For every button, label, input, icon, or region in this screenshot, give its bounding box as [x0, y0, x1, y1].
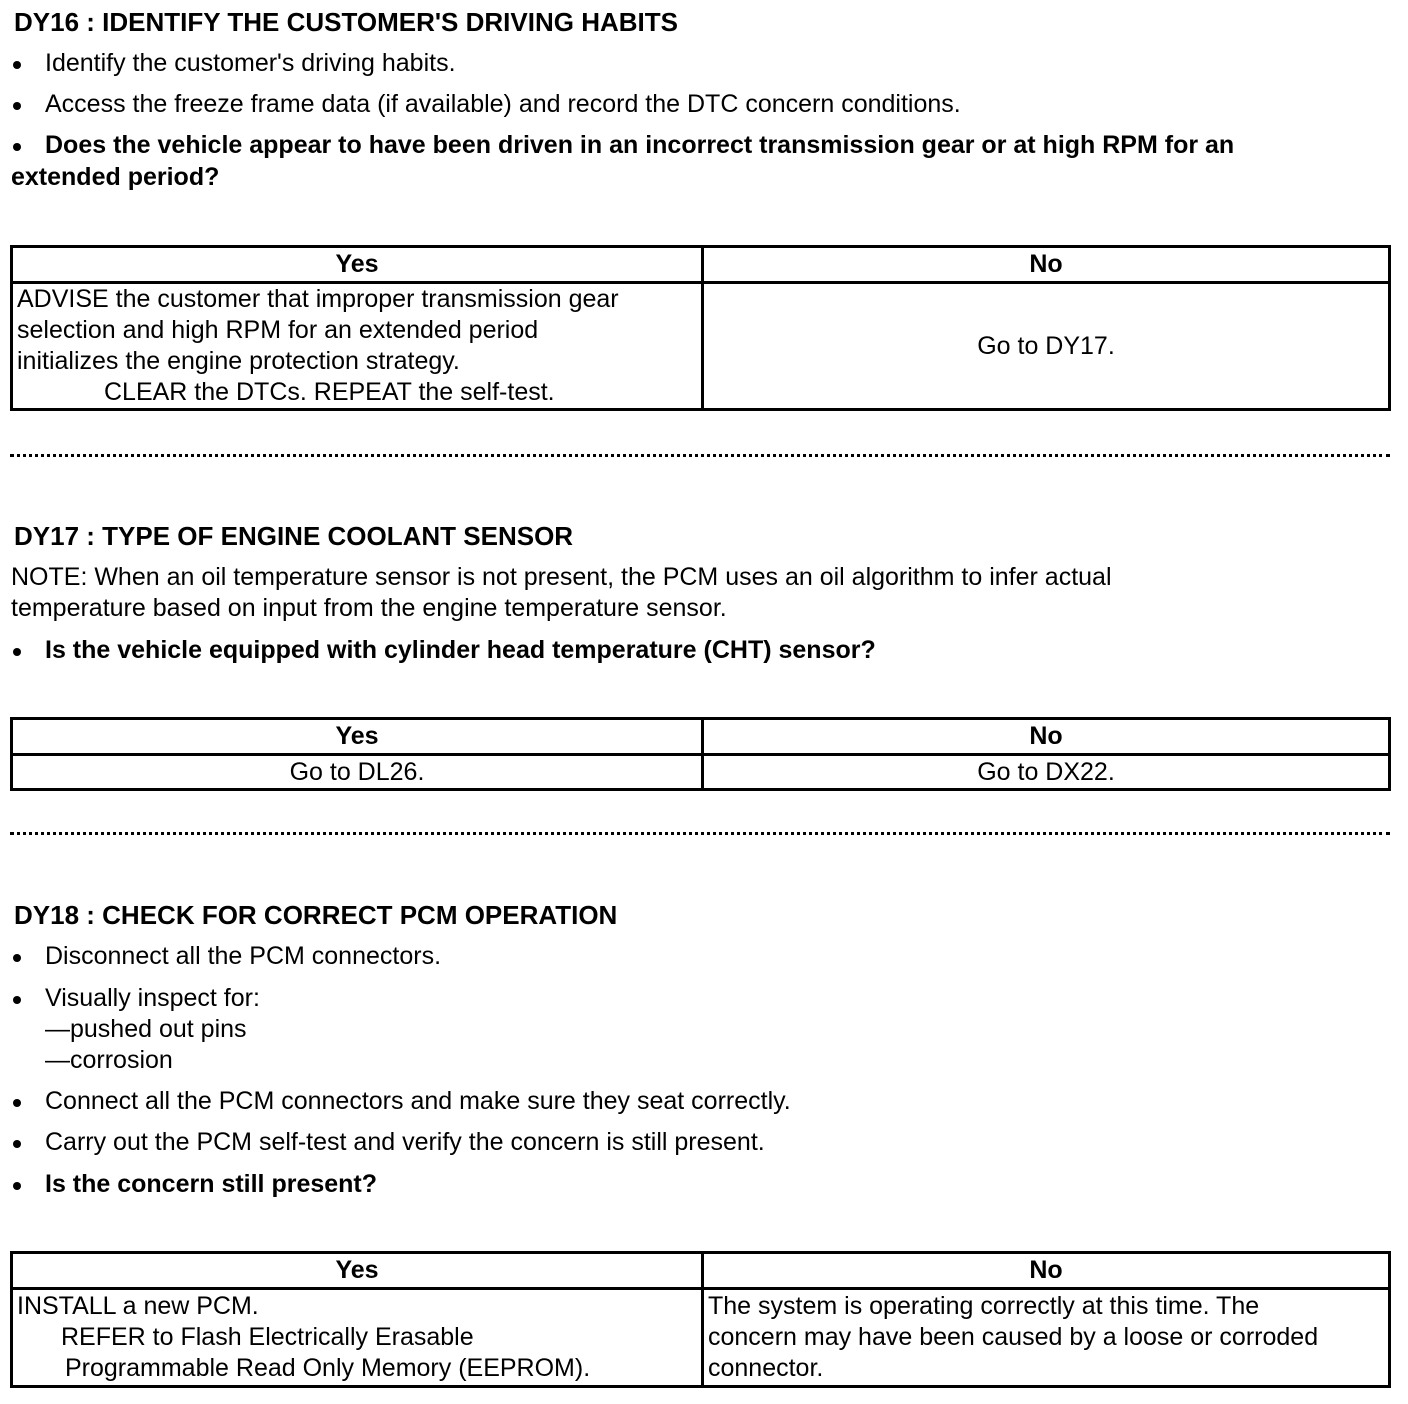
dy16-yes-line-2: selection and high RPM for an extended period: [17, 316, 539, 344]
dy16-yes-line-1: ADVISE the customer that improper transmission gear: [17, 285, 619, 313]
dy17-title: DY17 : TYPE OF ENGINE COOLANT SENSOR: [14, 521, 574, 551]
dy17-yes-header: Yes: [12, 719, 703, 755]
dy18-question: Is the concern still present?: [45, 1170, 378, 1198]
dy16-yes-cell: [12, 283, 703, 410]
section-divider: [10, 454, 1390, 457]
dy16-question-line-1: Does the vehicle appear to have been driven in an incorrect transmission gear or at high RPM for an: [45, 131, 1235, 159]
bullet-dot: [13, 61, 21, 69]
dy18-title: DY18 : CHECK FOR CORRECT PCM OPERATION: [14, 900, 618, 930]
dy16-yes-header: Yes: [12, 247, 703, 283]
dy18-answer-table: [10, 1251, 1391, 1388]
bullet-dot: [13, 954, 21, 962]
dy18-sub-1: —pushed out pins: [45, 1015, 247, 1043]
bullet-dot: [13, 1099, 21, 1107]
dy17-no-header: No: [703, 719, 1390, 755]
dy16-title: DY16 : IDENTIFY THE CUSTOMER'S DRIVING HABITS: [14, 7, 678, 37]
bullet-dot: [13, 102, 21, 110]
dy18-no-line-1: The system is operating correctly at this time. The: [708, 1292, 1260, 1320]
dy16-no-cell: Go to DY17.: [703, 283, 1390, 410]
dy18-sub-2: —corrosion: [45, 1046, 173, 1074]
dy17-no-cell: Go to DX22.: [703, 755, 1390, 790]
bullet-dot: [13, 1140, 21, 1148]
dy16-question-line-2: extended period?: [11, 163, 220, 191]
dy17-answer-table: [10, 717, 1391, 791]
dy17-yes-cell: Go to DL26.: [12, 755, 703, 790]
dy18-yes-line-1: INSTALL a new PCM.: [17, 1292, 259, 1320]
dy16-yes-line-4: CLEAR the DTCs. REPEAT the self-test.: [104, 378, 555, 406]
bullet-dot: [13, 143, 21, 151]
bullet-dot: [13, 648, 21, 656]
dy18-bullet-1: Disconnect all the PCM connectors.: [45, 942, 442, 970]
dy16-no-header: No: [703, 247, 1390, 283]
bullet-dot: [13, 996, 21, 1004]
dy16-yes-line-3: initializes the engine protection strategy.: [17, 347, 460, 375]
dy18-bullet-3: Connect all the PCM connectors and make sure they seat correctly.: [45, 1087, 791, 1115]
dy18-yes-header: Yes: [12, 1253, 703, 1289]
dy18-no-line-2: concern may have been caused by a loose or corroded: [708, 1323, 1319, 1351]
bullet-dot: [13, 1182, 21, 1190]
dy17-question: Is the vehicle equipped with cylinder head temperature (CHT) sensor?: [45, 636, 876, 664]
dy18-yes-line-3: Programmable Read Only Memory (EEPROM).: [65, 1354, 591, 1382]
dy16-bullet-2: Access the freeze frame data (if available) and record the DTC concern conditions.: [45, 90, 961, 118]
dy18-yes-cell: [12, 1289, 703, 1387]
dy18-no-line-3: connector.: [708, 1354, 824, 1382]
dy18-bullet-4: Carry out the PCM self-test and verify the concern is still present.: [45, 1128, 765, 1156]
dy16-bullet-1: Identify the customer's driving habits.: [45, 49, 456, 77]
dy16-answer-table: [10, 245, 1391, 411]
dy18-no-header: No: [703, 1253, 1390, 1289]
dy18-no-cell: [703, 1289, 1390, 1387]
dy17-note-line-2: temperature based on input from the engine temperature sensor.: [11, 594, 727, 622]
dy18-bullet-2: Visually inspect for:: [45, 984, 260, 1012]
dy17-note-line-1: NOTE: When an oil temperature sensor is not present, the PCM uses an oil algorithm to infer actual: [11, 563, 1112, 591]
dy18-yes-line-2: REFER to Flash Electrically Erasable: [61, 1323, 474, 1351]
section-divider: [10, 832, 1390, 835]
